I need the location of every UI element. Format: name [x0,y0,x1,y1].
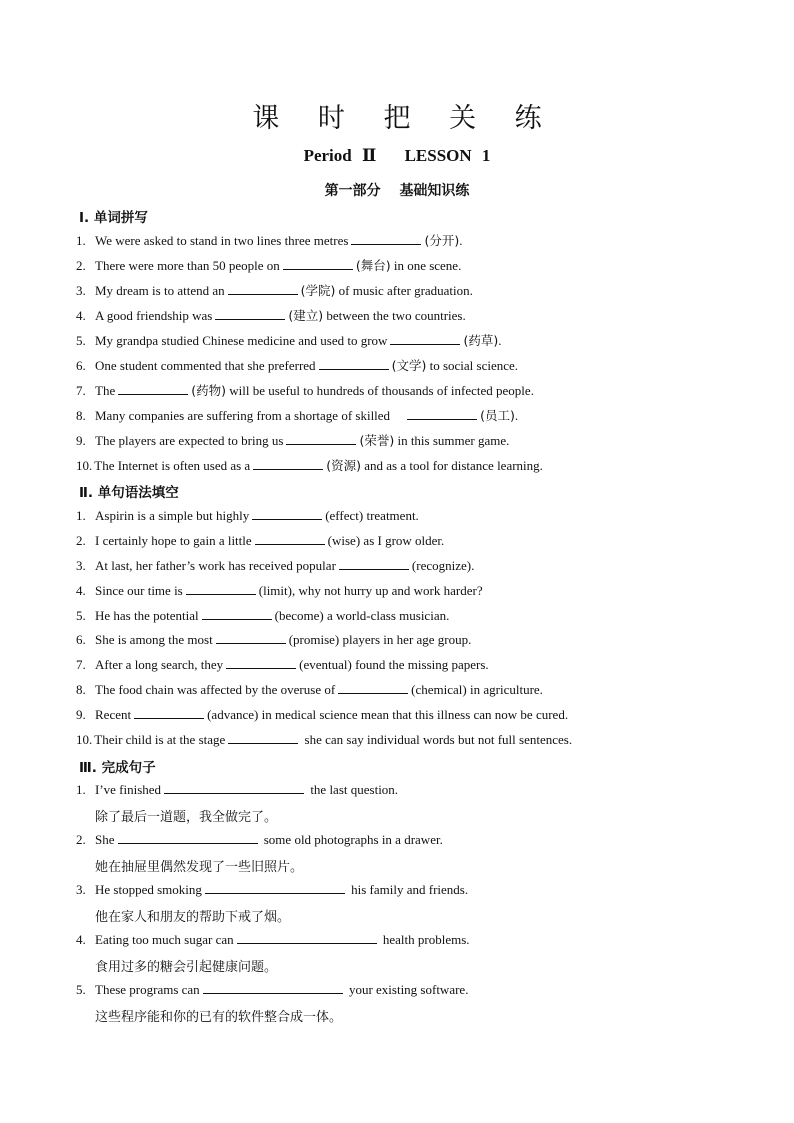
part-name: 基础知识练 [399,183,470,199]
s2-question-6: 6. She is among the most (promise) players in her age group. [76,632,472,647]
period-label: Period [303,146,352,165]
answer-blank[interactable] [390,333,460,345]
s1-question-5: 5. My grandpa studied Chinese medicine and used to grow (药草). [76,333,502,348]
s3-translation-4: 食用过多的糖会引起健康问题。 [95,960,278,975]
s2-question-7: 7. After a long search, they (eventual) found the missing papers. [76,657,489,672]
s2-question-10: 10. Their child is at the stage she can say individual words but not full sentences. [76,732,573,747]
answer-blank[interactable] [252,508,322,520]
s3-question-3: 3. He stopped smoking his family and friends. [76,882,469,897]
s2-question-5: 5. He has the potential (become) a world-class musician. [76,608,450,623]
section-2-heading: Ⅱ. 单句语法填空 [79,485,179,501]
s1-question-6: 6. One student commented that she preferred (文学) to social science. [76,358,519,373]
answer-blank[interactable] [228,283,298,295]
s2-question-4: 4. Since our time is (limit), why not hurry up and work harder? [76,583,483,598]
period-roman: Ⅱ [361,146,377,165]
s2-question-1: 1. Aspirin is a simple but highly (effect) treatment. [76,508,419,523]
s1-question-7: 7. The (药物) will be useful to hundreds of thousands of infected people. [76,383,534,398]
s2-question-8: 8. The food chain was affected by the overuse of (chemical) in agriculture. [76,682,543,697]
answer-blank[interactable] [186,583,256,595]
answer-blank[interactable] [164,782,304,794]
answer-blank[interactable] [253,458,323,470]
answer-blank[interactable] [118,383,188,395]
answer-blank[interactable] [319,358,389,370]
s1-question-3: 3. My dream is to attend an (学院) of music after graduation. [76,283,473,298]
answer-blank[interactable] [351,233,421,245]
page-title: 课 时 把 关 练 [252,103,557,134]
s1-question-1: 1. We were asked to stand in two lines three metres (分开). [76,233,463,248]
answer-blank[interactable] [237,932,377,944]
s3-translation-2: 她在抽屉里偶然发现了一些旧照片。 [95,860,304,875]
answer-blank[interactable] [407,408,477,420]
part-heading [0,180,794,200]
answer-blank[interactable] [286,433,356,445]
s1-question-4: 4. A good friendship was (建立) between the two countries. [76,308,466,323]
answer-blank[interactable] [118,832,258,844]
s3-question-5: 5. These programs can your existing software. [76,982,469,997]
section-1-heading: Ⅰ. 单词拼写 [79,210,148,226]
section-3-heading: Ⅲ. 完成句子 [79,760,156,776]
answer-blank[interactable] [255,533,325,545]
answer-blank[interactable] [226,657,296,669]
lesson-label: LESSON 1 [404,146,491,165]
s3-question-1: 1. I’ve finished the last question. [76,782,399,797]
answer-blank[interactable] [202,608,272,620]
s1-question-10: 10. The Internet is often used as a (资源) and as a tool for distance learning. [76,458,543,473]
part-number: 第一部分 [324,183,381,199]
s3-question-2: 2. She some old photographs in a drawer. [76,832,443,847]
s1-question-2: 2. There were more than 50 people on (舞台) in one scene. [76,258,462,273]
answer-blank[interactable] [203,982,343,994]
answer-blank[interactable] [134,707,204,719]
s3-question-4: 4. Eating too much sugar can health problems. [76,932,470,947]
answer-blank[interactable] [339,558,409,570]
s3-translation-5: 这些程序能和你的已有的软件整合成一体。 [95,1010,343,1025]
answer-blank[interactable] [228,732,298,744]
answer-blank[interactable] [283,258,353,270]
answer-blank[interactable] [215,308,285,320]
s3-translation-3: 他在家人和朋友的帮助下戒了烟。 [95,910,291,925]
s1-question-9: 9. The players are expected to bring us (荣誉) in this summer game. [76,433,510,448]
answer-blank[interactable] [338,682,408,694]
s2-question-2: 2. I certainly hope to gain a little (wise) as I grow older. [76,533,445,548]
s3-translation-1: 除了最后一道题，我全做完了。 [95,810,278,825]
answer-blank[interactable] [216,632,286,644]
s2-question-3: 3. At last, her father’s work has received popular (recognize). [76,558,475,573]
lesson-subtitle [0,146,794,166]
s1-question-8: 8. Many companies are suffering from a shortage of skilled (员工). [76,408,519,423]
answer-blank[interactable] [205,882,345,894]
s2-question-9: 9. Recent (advance) in medical science mean that this illness can now be cured. [76,707,569,722]
